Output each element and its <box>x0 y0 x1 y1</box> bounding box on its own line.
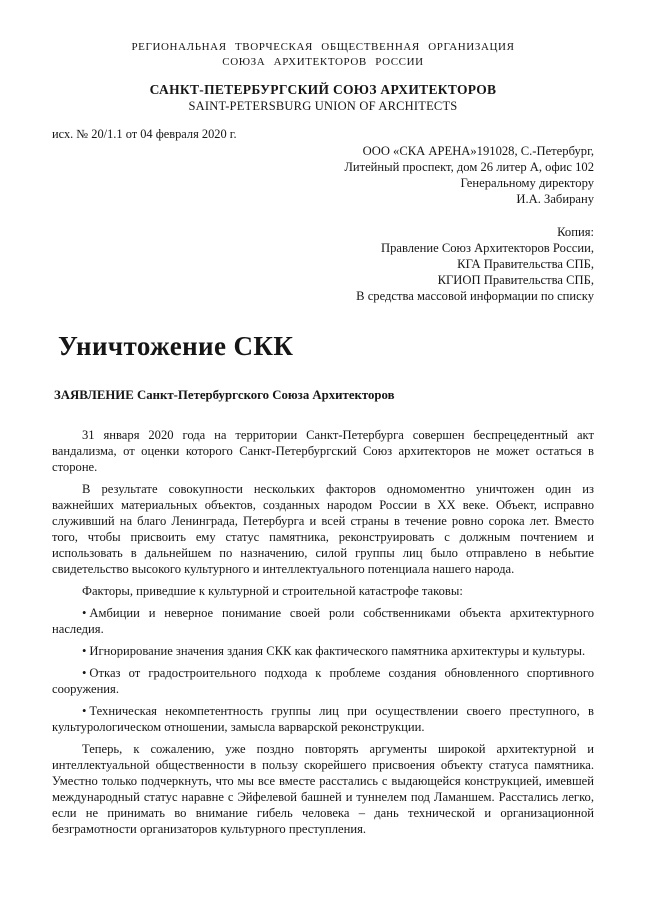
copies-block <box>52 224 594 304</box>
bullet-icon: • <box>82 704 87 718</box>
org-name-line1: РЕГИОНАЛЬНАЯ ТВОРЧЕСКАЯ ОБЩЕСТВЕННАЯ ОРГАНИЗАЦИЯ <box>131 41 515 53</box>
outgoing-reference-line: исх. № 20/1.1 от 04 февраля 2020 г. <box>52 127 237 141</box>
bullet-item-incompetence <box>52 703 594 735</box>
recipient-line: Литейный проспект, дом 26 литер А, офис 102 <box>344 160 594 174</box>
paragraph-closing: Теперь, к сожалению, уже поздно повторять аргументы широкой архитектурной и интеллектуальной общественности в пользу скорейшего присвоения объекту статуса памятника. Уместно только подчеркнуть, что мы все вместе расстались с выдающейся конструкцией, имевшей международный статус наравне с Эйфелевой башней и туннелем под Ламаншем. Расстались легко, если не принимать во внимание гибель человека – дань технической и организационной безграмотности организаторов культурного преступления. <box>52 742 594 836</box>
copies-label: Копия: <box>557 225 594 239</box>
paragraph-factors-intro: Факторы, приведшие к культурной и строительной катастрофе таковы: <box>82 584 463 598</box>
bullet-item-ambitions <box>52 605 594 637</box>
copies-line: КГА Правительства СПБ, <box>457 257 594 271</box>
bullet-text: Игнорирование значения здания СКК как фактического памятника архитектуры и культуры. <box>89 644 586 658</box>
recipient-line: Генеральному директору <box>460 176 594 190</box>
union-name-en: SAINT-PETERSBURG UNION OF ARCHITECTS <box>188 99 458 113</box>
bullet-text: Техническая некомпетентность группы лиц при осуществлении своего преступного, в культурологическом отношении, замысла варварской реконструкции. <box>52 704 594 734</box>
bullet-text: Амбиции и неверное понимание своей роли собственниками объекта архитектурного наследия. <box>52 606 594 636</box>
copies-line: КГИОП Правительства СПБ, <box>437 273 594 287</box>
bullet-text: Отказ от градостроительного подхода к проблеме создания обновленного спортивного сооружения. <box>52 666 594 696</box>
union-name-ru: САНКТ-ПЕТЕРБУРГСКИЙ СОЮЗ АРХИТЕКТОРОВ <box>149 82 497 97</box>
bullet-icon: • <box>82 606 87 620</box>
letterhead <box>52 40 594 114</box>
recipient-line: И.А. Забирану <box>516 192 594 206</box>
document-title: Уничтожение СКК <box>58 331 294 361</box>
bullet-icon: • <box>82 666 87 680</box>
bullet-item-ignoring-value <box>52 643 594 659</box>
copies-line: Правление Союз Архитекторов России, <box>381 241 594 255</box>
recipient-block <box>52 143 594 207</box>
statement-heading: ЗАЯВЛЕНИЕ Санкт-Петербургского Союза Архитекторов <box>54 388 395 402</box>
bullet-item-urban-planning <box>52 665 594 697</box>
org-name-line2: СОЮЗА АРХИТЕКТОРОВ РОССИИ <box>222 56 424 68</box>
recipient-line: ООО «СКА АРЕНА»191028, С.-Петербург, <box>362 144 594 158</box>
bullet-icon: • <box>82 644 87 658</box>
copies-line: В средства массовой информации по списку <box>356 289 594 303</box>
paragraph-object-destroyed: В результате совокупности нескольких факторов одномоментно уничтожен один из важнейших материальных объектов, созданных народом России в ХХ веке. Объект, исправно служивший на благо Ленинграда, Петербурга и всей страны в течение ровно сорока лет. Вместо того, чтобы присвоить ему статус памятника, реконструировать с должным почтением и использовать в дальнейшем по назначению, силой группы лиц было отправлено в небытие свидетельство высокого культурного и интеллектуального потенциала нашего народа. <box>52 482 594 576</box>
letter-body <box>52 427 594 837</box>
paragraph-incident: 31 января 2020 года на территории Санкт-Петербурга совершен беспрецедентный акт вандализма, от оценки которого Санкт-Петербургский Союз архитекторов не может остаться в стороне. <box>52 428 594 474</box>
